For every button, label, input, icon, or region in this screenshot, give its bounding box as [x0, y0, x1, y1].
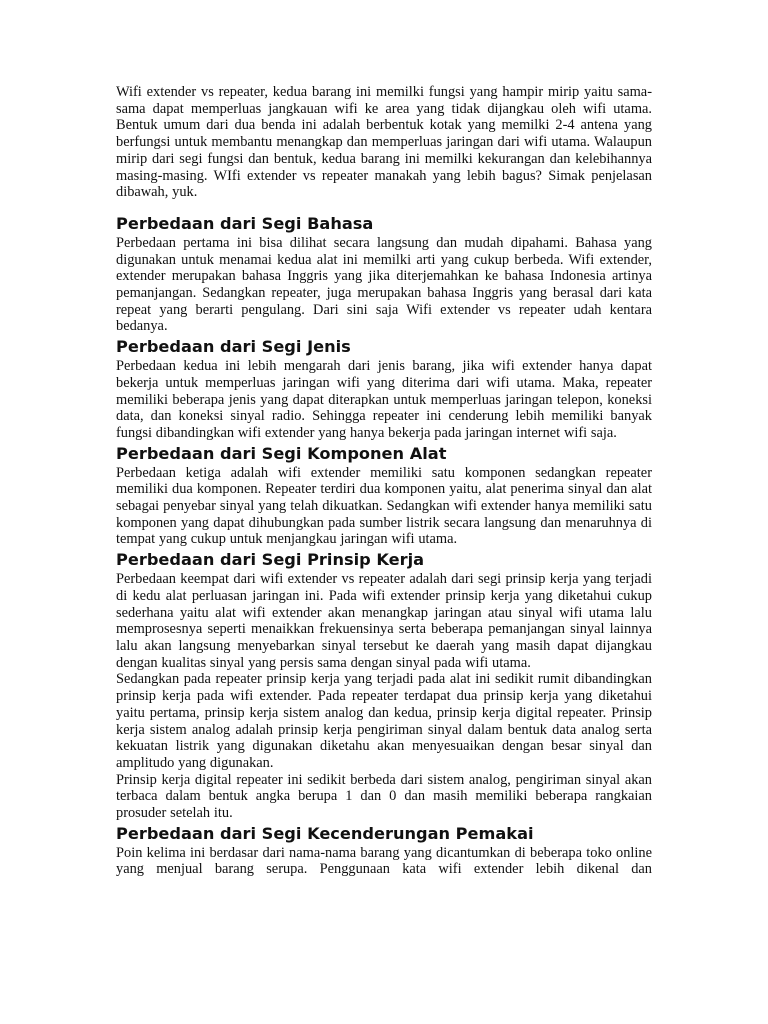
paragraph-prinsip-kerja-repeater: Sedangkan pada repeater prinsip kerja yang terjadi pada alat ini sedikit rumit dibandingkan prinsip kerja pada wifi extender. Pada repeater terdapat dua prinsip kerja yang diketahui yaitu pertama, prinsip kerja sistem analog dan kedua, prinsip kerja digital repeater. Prinsip kerja sistem analog adalah prinsip kerja pengiriman sinyal dalam bentuk data analog serta kekuatan listrik yang digunakan diketahu akan menyesuaikan dengan besar sinyal dan amplitudo yang digunakan. — [116, 671, 652, 771]
heading-segi-prinsip-kerja: Perbedaan dari Segi Prinsip Kerja — [116, 550, 425, 570]
paragraph-prinsip-kerja-extender: Perbedaan keempat dari wifi extender vs repeater adalah dari segi prinsip kerja yang terjadi di kedu alat perluasan jaringan ini. Pada wifi extender prinsip kerja yang diketahui cukup sederhana yaitu alat wifi extender akan menangkap jaringan atau sinyal wifi utama lalu memprosesnya seperti menaikkan frekuensinya serta beberapa pemanjangan sinyal lainnya lalu akan langsung menyebarkan sinyal tersebut ke daerah yang masih dapat dijangkau dengan kualitas sinyal yang persis sama dengan sinyal pada wifi utama. — [116, 571, 652, 671]
heading-segi-bahasa: Perbedaan dari Segi Bahasa — [116, 213, 374, 233]
heading-segi-komponen-alat: Perbedaan dari Segi Komponen Alat — [116, 443, 447, 463]
paragraph-segi-bahasa: Perbedaan pertama ini bisa dilihat secara langsung dan mudah dipahami. Bahasa yang digunakan untuk menamai kedua alat ini memilki arti yang cukup berbeda. Wifi extender, extender merupakan bahasa Inggris yang jika diterjemahkan ke bahasa Indonesia artinya pemanjangan. Sedangkan repeater, juga merupakan bahasa Inggris yang berasal dari kata repeat yang berarti pengulang. Dari sini saja Wifi extender vs repeater udah kentara bedanya. — [116, 234, 652, 335]
paragraph-segi-kecenderungan-pemakai: Poin kelima ini berdasar dari nama-nama barang yang dicantumkan di beberapa toko online yang menjual barang serupa. Penggunaan kata wifi extender lebih dikenal dan — [116, 844, 652, 878]
paragraph-segi-jenis: Perbedaan kedua ini lebih mengarah dari jenis barang, jika wifi extender hanya dapat bekerja untuk memperluas jaringan wifi yang diterima dari wifi utama. Maka, repeater memiliki beberapa jenis yang dapat diterapkan untuk memperluas jaringan telepon, koneksi data, dan koneksi sinyal radio. Sehingga repeater ini cenderung lebih memiliki banyak fungsi dibandingkan wifi extender yang hanya bekerja pada jaringan internet wifi saja. — [116, 358, 652, 441]
paragraph-prinsip-kerja-digital: Prinsip kerja digital repeater ini sedikit berbeda dari sistem analog, pengiriman sinyal akan terbaca dalam bentuk angka berupa 1 dan 0 dan masih memiliki beberapa rangkaian prosuder setelah itu. — [116, 771, 652, 822]
paragraph-segi-komponen-alat: Perbedaan ketiga adalah wifi extender memiliki satu komponen sedangkan repeater memiliki dua komponen. Repeater terdiri dua komponen yaitu, alat penerima sinyal dan alat sebagai penyebar sinyal yang telah dikuatkan. Sedangkan wifi extender hanya memiliki satu komponen yang dapat dihubungkan pada sumber listrik secara langsung dan menaruhnya di tempat yang cukup untuk menjangkau jaringan wifi utama. — [116, 464, 652, 548]
heading-segi-kecenderungan-pemakai: Perbedaan dari Segi Kecenderungan Pemakai — [116, 823, 534, 843]
heading-segi-jenis: Perbedaan dari Segi Jenis — [116, 337, 351, 357]
intro-paragraph: Wifi extender vs repeater, kedua barang ini memilki fungsi yang hampir mirip yaitu sama-sama dapat memperluas jangkauan wifi ke area yang tidak dijangkau oleh wifi utama. Bentuk umum dari dua benda ini adalah berbentuk kotak yang memilki 2-4 antena yang berfungsi untuk membantu menangkap dan memperluas jaringan dari wifi utama. Walaupun mirip dari segi fungsi dan bentuk, kedua barang ini memilki kekurangan dan kelebihannya masing-masing. WIfi extender vs repeater manakah yang lebih bagus? Simak penjelasan dibawah, yuk. — [116, 84, 652, 201]
document-page — [116, 84, 652, 878]
